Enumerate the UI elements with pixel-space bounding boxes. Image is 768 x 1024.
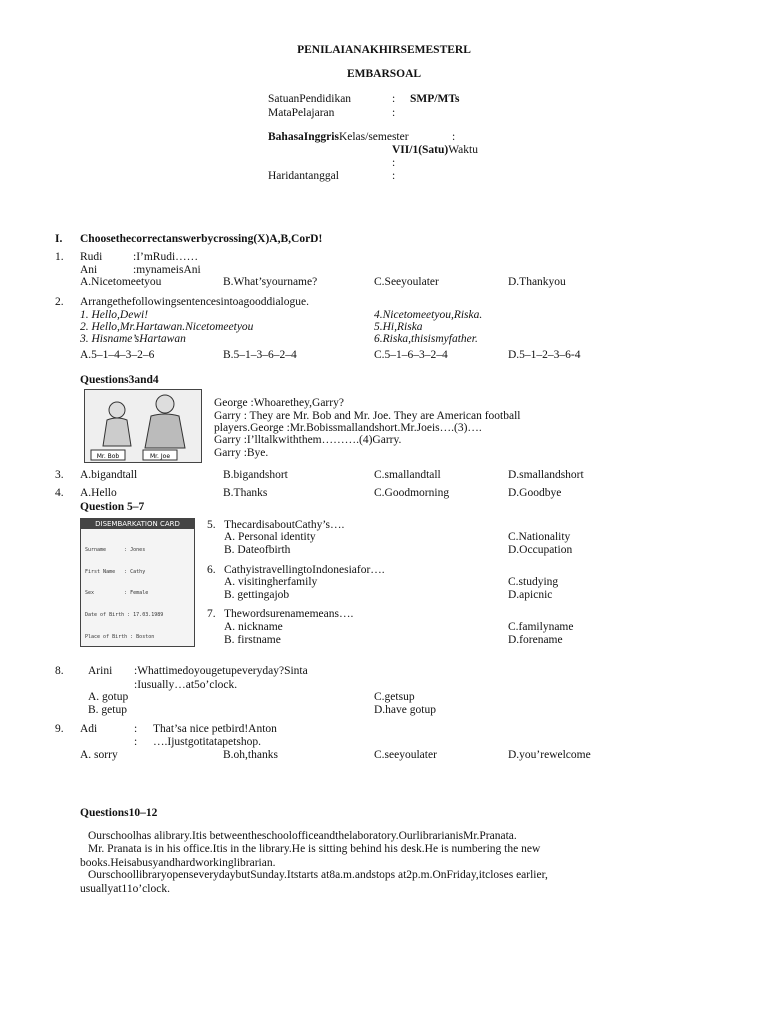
dialogue-line: Garry :Bye. <box>214 447 269 459</box>
option-a[interactable]: A.bigandtall <box>80 469 138 481</box>
label-subject: MataPelajaran <box>268 107 335 119</box>
option-a[interactable]: A. sorry <box>80 749 118 761</box>
colon: : <box>392 93 396 105</box>
speaker-name: Adi <box>80 723 98 735</box>
reading-paragraph: OurschoollibraryopenseverydaybutSunday.Itstarts at8a.m.andstops at2p.m.OnFriday,itcloses earlier, usuallyat11o’clock. <box>80 869 548 895</box>
option-c[interactable]: C.Nationality <box>508 531 571 543</box>
question-number: 8. <box>55 665 64 677</box>
document-subtitle: EMBARSOAL <box>346 68 422 80</box>
dialogue-line: :I’mRudi…… <box>133 251 199 263</box>
document-title: PENILAIANAKHIRSEMESTERL <box>297 44 471 56</box>
colon: : <box>134 736 138 748</box>
question-number: 4. <box>55 487 64 499</box>
colon: : <box>392 107 396 119</box>
card-field: Place of Birth : Boston <box>85 633 155 640</box>
label-day-date: Haridantanggal <box>268 170 339 182</box>
option-a[interactable]: A.Hello <box>80 487 117 499</box>
dialogue-line: Garry :I’lltalkwiththem……….(4)Garry. <box>214 434 402 446</box>
colon: : <box>452 131 456 143</box>
question-number: 6. <box>207 564 216 576</box>
dialogue-line: George :Whoarethey,Garry? <box>214 397 344 409</box>
card-field: Surname : Jones <box>85 546 146 553</box>
option-d[interactable]: D.5–1–2–3–6-4 <box>508 349 581 361</box>
speaker-name: Ani <box>80 264 98 276</box>
dialogue-sentence: 2. Hello,Mr.Hartawan.Nicetomeetyou <box>80 321 254 333</box>
option-c[interactable]: C.5–1–6–3–2–4 <box>374 349 448 361</box>
option-a[interactable]: A. visitingherfamily <box>224 576 318 588</box>
option-a[interactable]: A.Nicetomeetyou <box>80 276 162 288</box>
dialogue-sentence: 1. Hello,Dewi! <box>80 309 149 321</box>
label-time: Waktu <box>448 144 478 156</box>
option-b[interactable]: B.Thanks <box>223 487 268 499</box>
card-field: Date of Birth : 17.03.1989 <box>85 612 164 619</box>
dialogue-sentence: 4.Nicetomeetyou,Riska. <box>374 309 483 321</box>
option-a[interactable]: A. nickname <box>224 621 283 633</box>
option-a[interactable]: A.5–1–4–3–2–6 <box>80 349 155 361</box>
dialogue-line: players.George :Mr.Bobissmallandshort.Mr.Joeis….(3)…. <box>214 422 482 434</box>
figure-label: Mr. Bob <box>96 453 120 460</box>
option-a[interactable]: A. Personal identity <box>224 531 316 543</box>
option-d[interactable]: D.you’rewelcome <box>508 749 591 761</box>
option-b[interactable]: B. firstname <box>224 634 281 646</box>
option-b[interactable]: B. gettingajob <box>224 589 290 601</box>
card-field: First Name : Cathy <box>85 568 146 575</box>
subject-class-row <box>268 131 409 145</box>
question-number: 3. <box>55 469 64 481</box>
question-text: Thewordsurenamemeans…. <box>224 608 354 620</box>
option-b[interactable]: B.What’syourname? <box>223 276 318 288</box>
label-class-semester: Kelas/semester <box>338 131 409 143</box>
option-d[interactable]: D.have gotup <box>374 704 436 716</box>
option-d[interactable]: D.apicnic <box>508 589 553 601</box>
option-d[interactable]: D.forename <box>508 634 563 646</box>
dialogue-line: :mynameisAni <box>133 264 201 276</box>
question-number: 1. <box>55 251 64 263</box>
option-b[interactable]: B.5–1–3–6–2–4 <box>223 349 297 361</box>
dialogue-sentence: 3. Hisname’sHartawan <box>80 333 186 345</box>
dialogue-line: :Iusually…at5o’clock. <box>134 679 238 691</box>
option-b[interactable]: B.bigandshort <box>223 469 288 481</box>
speaker-name: Rudi <box>80 251 103 263</box>
option-b[interactable]: B.oh,thanks <box>223 749 278 761</box>
dialogue-line: ….Ijustgotitatapetshop. <box>153 736 261 748</box>
dialogue-line: That’sa nice petbird!Anton <box>153 723 277 735</box>
option-c[interactable]: C.smallandtall <box>374 469 441 481</box>
colon: : <box>392 157 396 169</box>
question-text: Arrangethefollowingsentencesintoagooddialogue. <box>80 296 309 308</box>
value-subject: BahasaInggris <box>268 131 339 143</box>
dialogue-sentence: 5.Hi,Riska <box>374 321 423 333</box>
speaker-name: Arini <box>88 665 113 677</box>
option-c[interactable]: C.getsup <box>374 691 415 703</box>
question-number: 9. <box>55 723 64 735</box>
option-c[interactable]: C.studying <box>508 576 559 588</box>
option-d[interactable]: D.Occupation <box>508 544 573 556</box>
dialogue-line: :Whattimedoyougetupeveryday?Sinta <box>134 665 308 677</box>
figure-label: Mr. Joe <box>149 453 171 460</box>
reading-paragraph: Ourschoolhas alibrary.Itis betweentheschoolofficeandthelaboratory.OurlibrarianisMr.Pranata. <box>88 830 517 842</box>
option-d[interactable]: D.Goodbye <box>508 487 562 499</box>
option-d[interactable]: D.smallandshort <box>508 469 584 481</box>
question-number: 2. <box>55 296 64 308</box>
disembarkation-card <box>80 518 195 647</box>
section-heading: Question 5–7 <box>80 501 145 513</box>
section-heading: Questions3and4 <box>80 374 159 386</box>
option-a[interactable]: A. gotup <box>88 691 129 703</box>
card-title: DISEMBARKATION CARD <box>81 519 194 529</box>
option-c[interactable]: C.Goodmorning <box>374 487 450 499</box>
card-fields <box>81 529 194 647</box>
question-number: 5. <box>207 519 216 531</box>
colon: : <box>134 723 138 735</box>
dialogue-line: Garry : They are Mr. Bob and Mr. Joe. They are American football <box>214 410 521 422</box>
reading-paragraph: Mr. Pranata is in his office.Itis in the library.He is sitting behind his desk.He is numbering the new books.Heisabusyandhardworkinglibrarian. <box>80 843 541 869</box>
question-number: 7. <box>207 608 216 620</box>
option-b[interactable]: B. Dateofbirth <box>224 544 291 556</box>
option-c[interactable]: C.seeyoulater <box>374 749 437 761</box>
dialogue-sentence: 6.Riska,thisismyfather. <box>374 333 478 345</box>
question-text: CathyistravellingtoIndonesiafor…. <box>224 564 385 576</box>
option-c[interactable]: C.Seeyoulater <box>374 276 439 288</box>
people-icon <box>85 390 201 462</box>
class-time-row <box>392 144 478 158</box>
value-school-level: SMP/MTs <box>410 93 460 105</box>
card-field: Sex : Female <box>85 590 149 597</box>
section-heading: Questions10–12 <box>80 807 158 819</box>
section-number: I. <box>55 233 63 245</box>
option-b[interactable]: B. getup <box>88 704 127 716</box>
two-men-illustration <box>84 389 202 463</box>
value-class: VII/1(Satu) <box>392 144 449 156</box>
colon: : <box>392 170 396 182</box>
option-d[interactable]: D.Thankyou <box>508 276 566 288</box>
question-text: ThecardisaboutCathy’s…. <box>224 519 345 531</box>
section-instruction: Choosethecorrectanswerbycrossing(X)A,B,CorD! <box>80 233 323 245</box>
option-c[interactable]: C.familyname <box>508 621 574 633</box>
label-school-level: SatuanPendidikan <box>268 93 352 105</box>
